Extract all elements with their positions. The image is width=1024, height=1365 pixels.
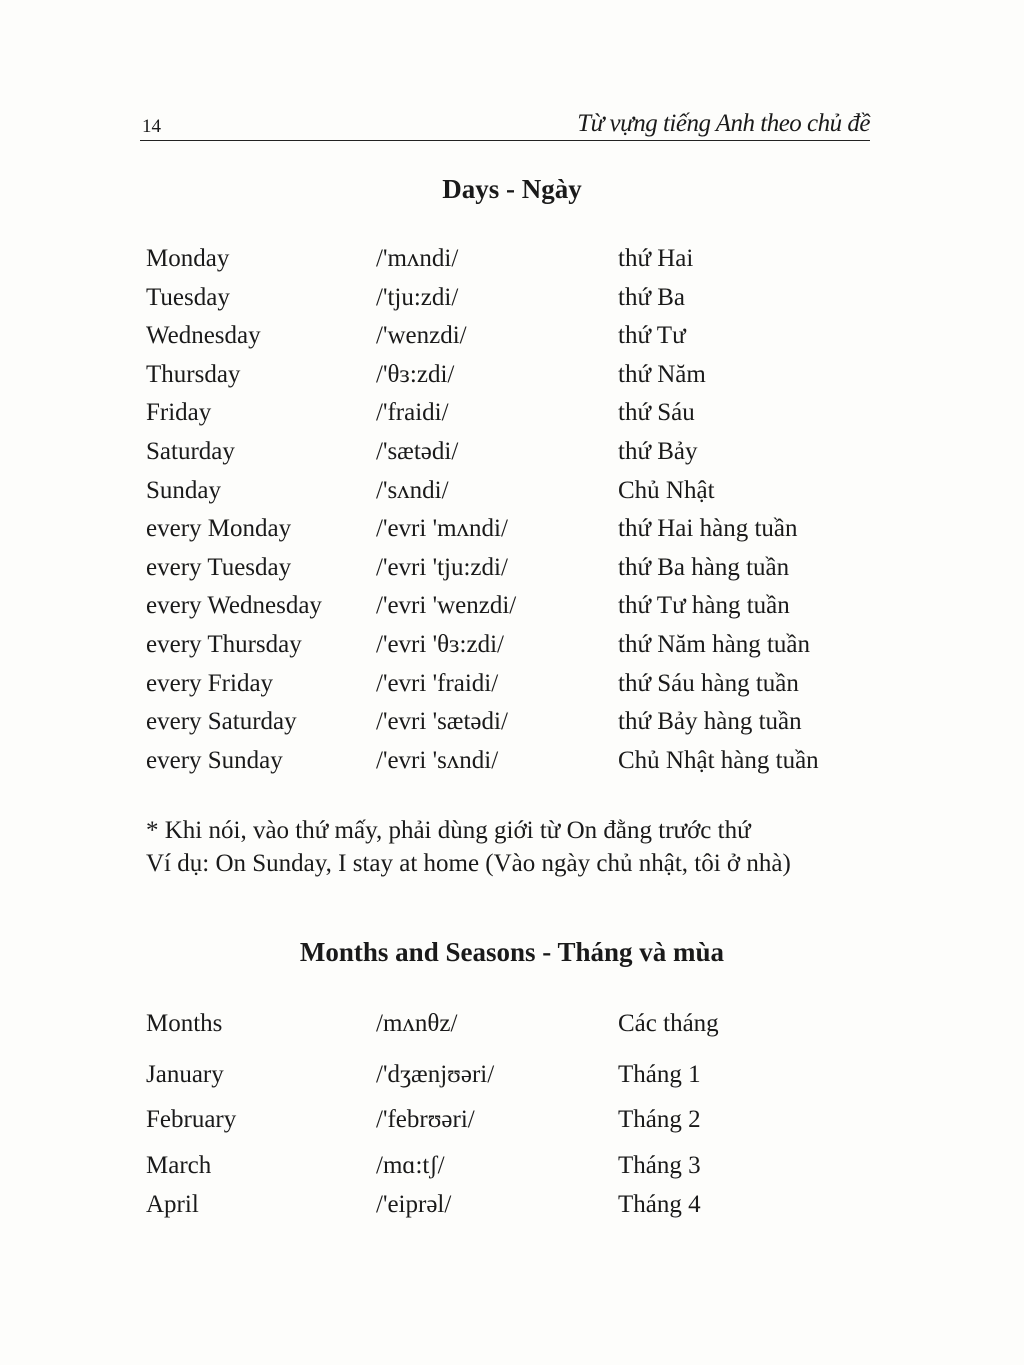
vocab-row bbox=[0, 322, 1024, 358]
pronunciation: /'sʌndi/ bbox=[376, 477, 449, 504]
book-title: Từ vựng tiếng Anh theo chủ đề bbox=[577, 110, 870, 137]
english-word: April bbox=[146, 1191, 199, 1218]
vocab-row bbox=[0, 592, 1024, 628]
pronunciation: /'evri 'fraidi/ bbox=[376, 670, 499, 697]
english-word: January bbox=[146, 1061, 224, 1088]
pronunciation: /'θɜ:zdi/ bbox=[376, 361, 455, 388]
pronunciation: /'evri 'θɜ:zdi/ bbox=[376, 631, 504, 658]
pronunciation: /'dʒænjʊəri/ bbox=[376, 1061, 495, 1088]
vocab-row bbox=[0, 1191, 1024, 1227]
vietnamese-meaning: Các tháng bbox=[618, 1010, 719, 1037]
vietnamese-meaning: thứ Ba hàng tuần bbox=[618, 554, 790, 581]
vocab-row bbox=[0, 747, 1024, 783]
english-word: Sunday bbox=[146, 477, 221, 504]
vocab-row bbox=[0, 438, 1024, 474]
english-word: Saturday bbox=[146, 438, 235, 465]
vietnamese-meaning: thứ Bảy bbox=[618, 438, 698, 465]
english-word: Thursday bbox=[146, 361, 241, 388]
vietnamese-meaning: Tháng 2 bbox=[618, 1106, 701, 1133]
english-word: every Saturday bbox=[146, 708, 297, 735]
english-word: every Friday bbox=[146, 670, 274, 697]
days-section-title: Days - Ngày bbox=[442, 174, 582, 204]
vocab-row bbox=[0, 1152, 1024, 1188]
english-word: March bbox=[146, 1152, 212, 1179]
vietnamese-meaning: Chủ Nhật bbox=[618, 477, 715, 504]
pronunciation: /'evri 'mʌndi/ bbox=[376, 515, 508, 542]
english-word: Friday bbox=[146, 399, 212, 426]
vietnamese-meaning: thứ Ba bbox=[618, 284, 686, 311]
vocab-row bbox=[0, 399, 1024, 435]
english-word: every Thursday bbox=[146, 631, 302, 658]
pronunciation: /'evri 'sætədi/ bbox=[376, 708, 508, 735]
vocab-row bbox=[0, 515, 1024, 551]
vocab-row bbox=[0, 554, 1024, 590]
pronunciation: /mɑ:tʃ/ bbox=[376, 1152, 445, 1179]
vocab-row bbox=[0, 284, 1024, 320]
running-header bbox=[140, 108, 870, 141]
vietnamese-meaning: Chủ Nhật hàng tuần bbox=[618, 747, 819, 774]
vietnamese-meaning: thứ Sáu bbox=[618, 399, 695, 426]
vietnamese-meaning: thứ Sáu hàng tuần bbox=[618, 670, 799, 697]
pronunciation: /'eiprəl/ bbox=[376, 1191, 452, 1218]
pronunciation: /'evri 'tju:zdi/ bbox=[376, 554, 508, 581]
vietnamese-meaning: Tháng 3 bbox=[618, 1152, 701, 1179]
pronunciation: /'wenzdi/ bbox=[376, 322, 467, 349]
pronunciation: /'sætədi/ bbox=[376, 438, 459, 465]
vocab-row bbox=[0, 670, 1024, 706]
note-line-2: Ví dụ: On Sunday, I stay at home (Vào ngày chủ nhật, tôi ở nhà) bbox=[146, 850, 791, 877]
vocab-row bbox=[0, 631, 1024, 667]
vocab-row bbox=[0, 1010, 1024, 1046]
english-word: Tuesday bbox=[146, 284, 230, 311]
vocab-row bbox=[0, 1106, 1024, 1142]
english-word: every Monday bbox=[146, 515, 292, 542]
pronunciation: /mʌnθz/ bbox=[376, 1010, 458, 1037]
vocab-row bbox=[0, 477, 1024, 513]
vietnamese-meaning: thứ Tư bbox=[618, 322, 686, 349]
pronunciation: /'mʌndi/ bbox=[376, 245, 459, 272]
pronunciation: /'fraidi/ bbox=[376, 399, 449, 426]
vietnamese-meaning: thứ Năm bbox=[618, 361, 706, 388]
vocab-row bbox=[0, 1061, 1024, 1097]
pronunciation: /'tju:zdi/ bbox=[376, 284, 459, 311]
vietnamese-meaning: Tháng 1 bbox=[618, 1061, 701, 1088]
pronunciation: /'evri 'wenzdi/ bbox=[376, 592, 517, 619]
page-number: 14 bbox=[142, 116, 161, 137]
english-word: February bbox=[146, 1106, 237, 1133]
english-word: every Wednesday bbox=[146, 592, 322, 619]
vocab-row bbox=[0, 708, 1024, 744]
vietnamese-meaning: Tháng 4 bbox=[618, 1191, 701, 1218]
english-word: Wednesday bbox=[146, 322, 261, 349]
pronunciation: /'evri 'sʌndi/ bbox=[376, 747, 499, 774]
vietnamese-meaning: thứ Tư hàng tuần bbox=[618, 592, 790, 619]
vietnamese-meaning: thứ Năm hàng tuần bbox=[618, 631, 810, 658]
note-line-1: * Khi nói, vào thứ mấy, phải dùng giới từ On đằng trước thứ bbox=[146, 817, 751, 844]
months-section-title: Months and Seasons - Tháng và mùa bbox=[299, 937, 725, 967]
vietnamese-meaning: thứ Hai hàng tuần bbox=[618, 515, 798, 542]
english-word: every Sunday bbox=[146, 747, 283, 774]
vocab-row bbox=[0, 245, 1024, 281]
vietnamese-meaning: thứ Hai bbox=[618, 245, 694, 272]
english-word: every Tuesday bbox=[146, 554, 292, 581]
pronunciation: /'febrʊəri/ bbox=[376, 1106, 475, 1133]
vietnamese-meaning: thứ Bảy hàng tuần bbox=[618, 708, 802, 735]
english-word: Months bbox=[146, 1010, 223, 1037]
vocab-row bbox=[0, 361, 1024, 397]
english-word: Monday bbox=[146, 245, 230, 272]
